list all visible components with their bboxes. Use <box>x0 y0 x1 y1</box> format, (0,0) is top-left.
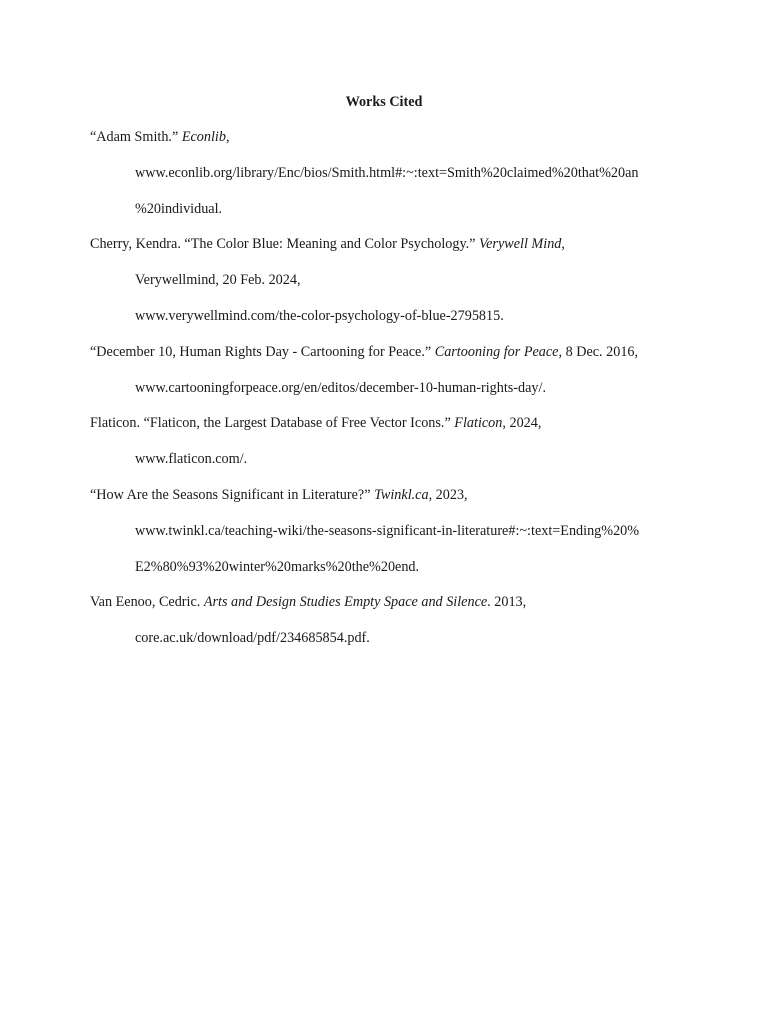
citation-entry <box>90 343 690 415</box>
citation-text: , 2024, <box>502 415 542 432</box>
citation-line <box>90 522 690 558</box>
citation-url: www.cartooningforpeace.org/en/editos/december-10-human-rights-day/. <box>135 379 547 396</box>
citation-text: , 2023, <box>428 486 468 503</box>
citation-source-title: Verywell Mind <box>479 236 562 253</box>
citation-text: Van Eenoo, Cedric. <box>90 594 204 611</box>
citation-text: “December 10, Human Rights Day - Cartooning for Peace.” <box>90 343 435 360</box>
citation-source-title: Econlib <box>181 129 226 145</box>
citation-line <box>90 200 690 236</box>
citation-source-title: Flaticon <box>454 415 503 432</box>
citation-line <box>90 414 690 450</box>
page-title: Works Cited <box>345 94 423 110</box>
citation-text: Verywellmind, 20 Feb. 2024, <box>135 272 301 289</box>
citation-url: www.verywellmind.com/the-color-psychology-of-blue-2795815. <box>135 307 504 324</box>
citation-text: “Adam Smith.” <box>90 129 182 145</box>
citation-line <box>90 235 690 271</box>
citation-line <box>90 164 690 200</box>
citation-line <box>90 558 690 594</box>
citation-line <box>90 379 690 415</box>
citation-text: , <box>561 236 565 253</box>
citation-url: www.econlib.org/library/Enc/bios/Smith.html#:~:text=Smith%20claimed%20that%20an <box>135 164 639 181</box>
citation-text: Cherry, Kendra. “The Color Blue: Meaning and Color Psychology.” <box>90 236 480 253</box>
citation-text: “How Are the Seasons Significant in Literature?” <box>90 486 375 503</box>
citation-source-title: Cartooning for Peace <box>434 343 559 360</box>
citation-url: E2%80%93%20winter%20marks%20the%20end. <box>135 558 420 575</box>
citation-url: www.flaticon.com/. <box>135 451 248 468</box>
citation-line <box>90 128 690 164</box>
citation-line <box>90 486 690 522</box>
works-cited-list <box>90 128 690 665</box>
citation-entry <box>90 235 690 342</box>
citation-text: . 2013, <box>487 594 527 611</box>
citation-url: core.ac.uk/download/pdf/234685854.pdf. <box>135 630 370 647</box>
citation-text: Flaticon. “Flaticon, the Largest Database of Free Vector Icons.” <box>90 415 455 432</box>
citation-text: , <box>225 129 230 145</box>
citation-source-title: Twinkl.ca <box>374 486 429 503</box>
citation-entry <box>90 593 690 665</box>
citation-source-title: Arts and Design Studies Empty Space and Silence <box>203 594 488 611</box>
citation-line <box>90 629 690 665</box>
citation-line <box>90 271 690 307</box>
citation-text: , 8 Dec. 2016, <box>558 343 639 360</box>
citation-url: %20individual. <box>135 200 223 217</box>
citation-entry <box>90 128 690 235</box>
citation-line <box>90 593 690 629</box>
citation-line <box>90 307 690 343</box>
citation-line <box>90 450 690 486</box>
citation-url: www.twinkl.ca/teaching-wiki/the-seasons-significant-in-literature#:~:text=Ending%20% <box>135 522 640 539</box>
citation-entry <box>90 414 690 486</box>
citation-line <box>90 343 690 379</box>
citation-entry <box>90 486 690 593</box>
